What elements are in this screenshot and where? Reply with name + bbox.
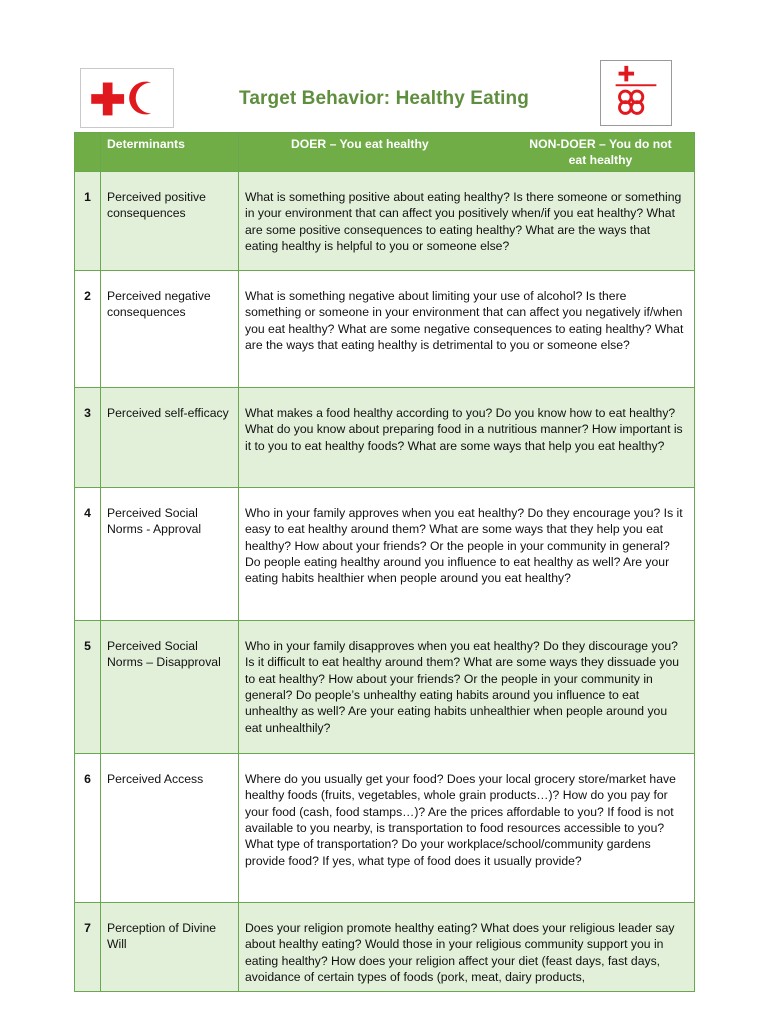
row-number: 2 — [75, 270, 101, 387]
determinant-cell: Perceived Social Norms - Approval — [101, 487, 239, 620]
column-header-non-doer: NON-DOER – You do not eat healthy — [529, 137, 672, 168]
table-row — [75, 487, 695, 620]
table-row — [75, 387, 695, 487]
determinant-cell: Perceived negative consequences — [101, 270, 239, 387]
table-header-row — [75, 133, 695, 172]
determinant-cell: Perception of Divine Will — [101, 902, 239, 992]
row-number: 4 — [75, 487, 101, 620]
question-cell: What makes a food healthy according to you? Do you know how to eat healthy? What do you know about preparing food in a nutritious manner? How important is it to you to eat healthy foods? What are some ways that help you eat healthy? — [239, 387, 695, 487]
table-row — [75, 270, 695, 387]
column-header-doer: DOER – You eat healthy — [291, 137, 429, 151]
table-row — [75, 902, 695, 992]
question-cell: Where do you usually get your food? Does your local grocery store/market have healthy foods (fruits, vegetables, whole grain products…)? How do you pay for your food (cash, food stamps…)? Are the prices affordable to you? If food is not available to you nearby, is transportation to food resources accessible to you? What type of transportation? Do your workplace/school/community gardens provide food? If yes, what type of food does it usually provide? — [239, 753, 695, 902]
determinants-table — [74, 132, 695, 992]
determinant-cell: Perceived positive consequences — [101, 171, 239, 270]
question-cell: Who in your family approves when you eat healthy? Do they encourage you? Is it easy to eat healthy around them? What are some ways that they help you eat healthy? How about your friends? Or the people in your community in general? Do people eating healthy around you influence to eat healthy as well? Are your eating habits healthier when people around you eat healthy? — [239, 487, 695, 620]
determinant-cell: Perceived Access — [101, 753, 239, 902]
row-number: 1 — [75, 171, 101, 270]
question-cell: Who in your family disapproves when you eat healthy? Do they discourage you? Is it difficult to eat healthy around them? What are some ways they dissuade you to eat healthy? How about your friends? Or the people in your community in general? Do people’s unhealthy eating habits around you influence to eat unhealthy as well? Are your eating habits unhealthier when people around you eat unhealthily? — [239, 620, 695, 753]
column-header-doer-nondoer — [239, 133, 695, 172]
header-number-cell — [75, 133, 101, 172]
table-row — [75, 620, 695, 753]
table-row — [75, 753, 695, 902]
determinant-cell: Perceived Social Norms – Disapproval — [101, 620, 239, 753]
question-cell: What is something negative about limiting your use of alcohol? Is there something or someone in your environment that can affect you negatively if/when you eat healthy? What are some negative consequences to eating healthy? What are the ways that eating healthy is detrimental to you or someone else? — [239, 270, 695, 387]
determinant-cell: Perceived self-efficacy — [101, 387, 239, 487]
question-cell: Does your religion promote healthy eating? What does your religious leader say about healthy eating? Would those in your religious community support you in eating healthy? How does your religion affect your diet (feast days, fast days, avoidance of certain types of foods (pork, meat, dairy products, — [239, 902, 695, 992]
table-row — [75, 171, 695, 270]
row-number: 6 — [75, 753, 101, 902]
row-number: 3 — [75, 387, 101, 487]
row-number: 5 — [75, 620, 101, 753]
page-title: Target Behavior: Healthy Eating — [239, 88, 529, 109]
question-cell: What is something positive about eating healthy? Is there someone or something in your environment that can affect you positively when/if you eat healthy? What are some positive consequences to eating healthy? What are the ways that eating healthy is helpful to you or someone else? — [239, 171, 695, 270]
row-number: 7 — [75, 902, 101, 992]
column-header-determinants: Determinants — [101, 133, 239, 172]
